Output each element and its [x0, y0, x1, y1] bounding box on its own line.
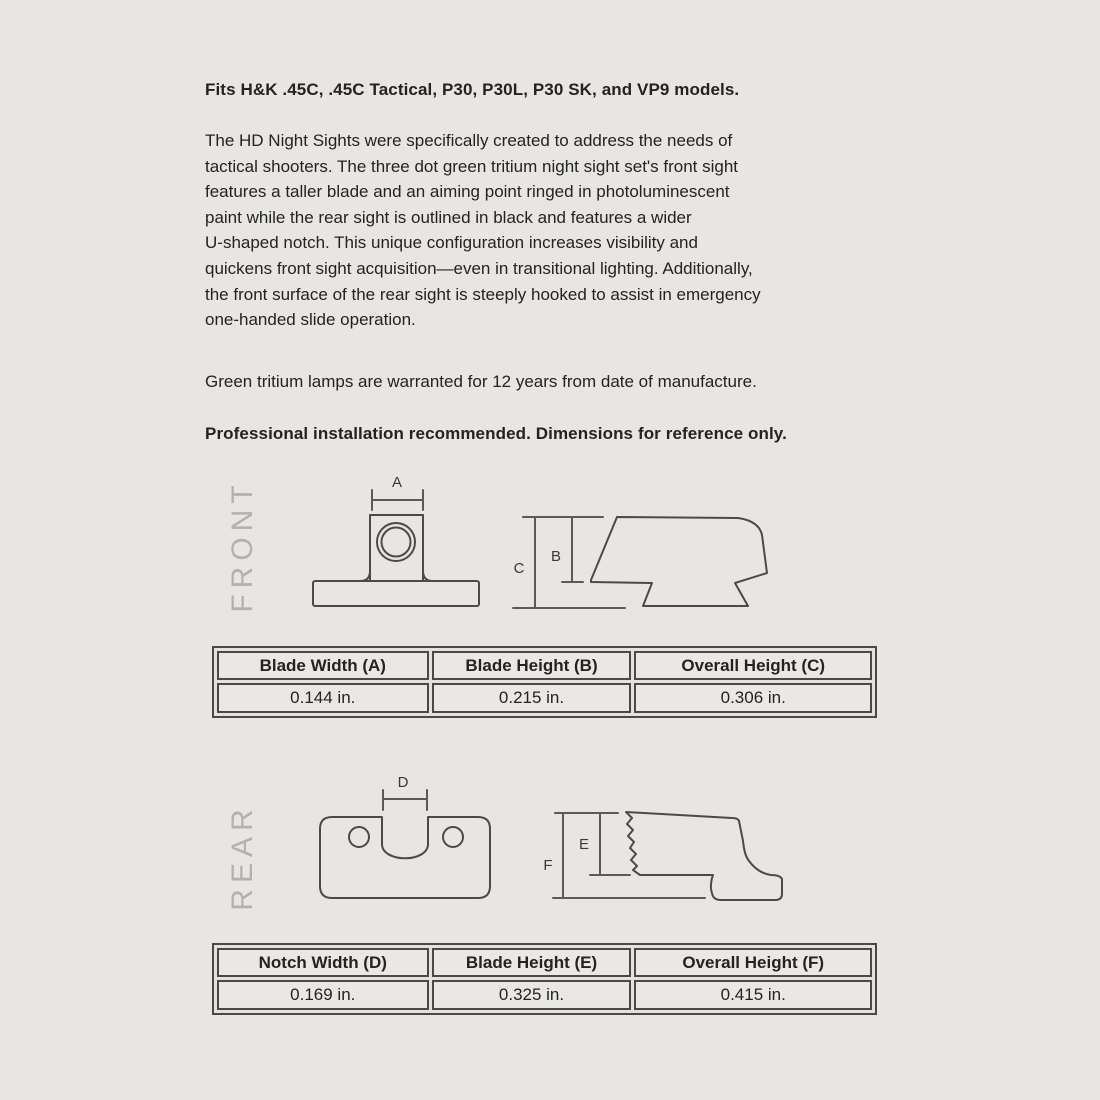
rear-dimensions-table: [212, 943, 877, 1015]
front-section-label: FRONT: [226, 479, 259, 613]
dim-label-d: D: [397, 774, 409, 791]
tritium-dot-ring-inner: [382, 528, 411, 557]
tritium-dot-left: [349, 827, 369, 847]
front-sight-face-diagram: [298, 468, 498, 618]
blade-fillet-right: [423, 571, 433, 581]
rear-sight-face-diagram: [300, 770, 510, 915]
rear-section-label: REAR: [226, 803, 259, 911]
blade-fillet-left: [360, 571, 370, 581]
description-line: The HD Night Sights were specifically created to address the needs of: [205, 131, 733, 150]
rear-table-value-notch-width: 0.169 in.: [217, 980, 429, 1010]
dim-label-c: C: [513, 560, 525, 577]
fits-models-heading: Fits H&K .45C, .45C Tactical, P30, P30L, P30 SK, and VP9 models.: [205, 80, 740, 99]
front-dimensions-table: [212, 646, 877, 718]
product-description: [205, 128, 761, 333]
installation-note: Professional installation recommended. Dimensions for reference only.: [205, 424, 787, 443]
rear-table-value-overall-height: 0.415 in.: [634, 980, 872, 1010]
dimension-b: [551, 517, 583, 582]
rear-table-value-blade-height: 0.325 in.: [432, 980, 632, 1010]
rear-sight-profile-outline: [626, 812, 782, 900]
front-table-value-blade-width: 0.144 in.: [217, 683, 429, 713]
dimension-d: [383, 774, 427, 810]
warranty-note: Green tritium lamps are warranted for 12 years from date of manufacture.: [205, 372, 757, 391]
tritium-dot-ring-outer: [377, 523, 415, 561]
rear-table-header-overall-height: Overall Height (F): [634, 948, 872, 977]
front-table-value-blade-height: 0.215 in.: [432, 683, 632, 713]
tritium-dot-right: [443, 827, 463, 847]
front-sight-profile-outline: [591, 517, 767, 606]
dim-label-f: F: [543, 857, 553, 874]
description-line: the front surface of the rear sight is steeply hooked to assist in emergency: [205, 284, 761, 304]
front-table-header-overall-height: Overall Height (C): [634, 651, 872, 680]
front-sight-profile-diagram: [505, 495, 795, 620]
description-line: U-shaped notch. This unique configuration increases visibility and: [205, 233, 698, 253]
front-sight-face-outline: [313, 515, 479, 606]
front-table-value-overall-height: 0.306 in.: [634, 683, 872, 713]
sight-base: [313, 581, 479, 606]
dimension-a: [372, 474, 423, 510]
rear-sight-profile-diagram: [540, 798, 800, 910]
rear-table-header-notch-width: Notch Width (D): [217, 948, 429, 977]
description-line: quickens front sight acquisition—even in transitional lighting. Additionally,: [205, 258, 753, 278]
dimension-c: [513, 517, 625, 608]
description-line: one-handed slide operation.: [205, 310, 416, 330]
dim-label-b: B: [550, 548, 562, 565]
front-table-header-blade-width: Blade Width (A): [217, 651, 429, 680]
dim-label-a: A: [391, 474, 403, 491]
rear-table-header-blade-height: Blade Height (E): [432, 948, 632, 977]
dim-label-e: E: [578, 836, 590, 853]
front-table-header-blade-height: Blade Height (B): [432, 651, 632, 680]
rear-sight-face-outline: [320, 817, 490, 898]
dimension-e: [579, 813, 630, 875]
description-line: paint while the rear sight is outlined in black and features a wider: [205, 207, 692, 227]
description-line: features a taller blade and an aiming point ringed in photoluminescent: [205, 182, 730, 202]
dimension-f: [543, 813, 705, 898]
description-line: tactical shooters. The three dot green tritium night sight set's front sight: [205, 156, 739, 176]
